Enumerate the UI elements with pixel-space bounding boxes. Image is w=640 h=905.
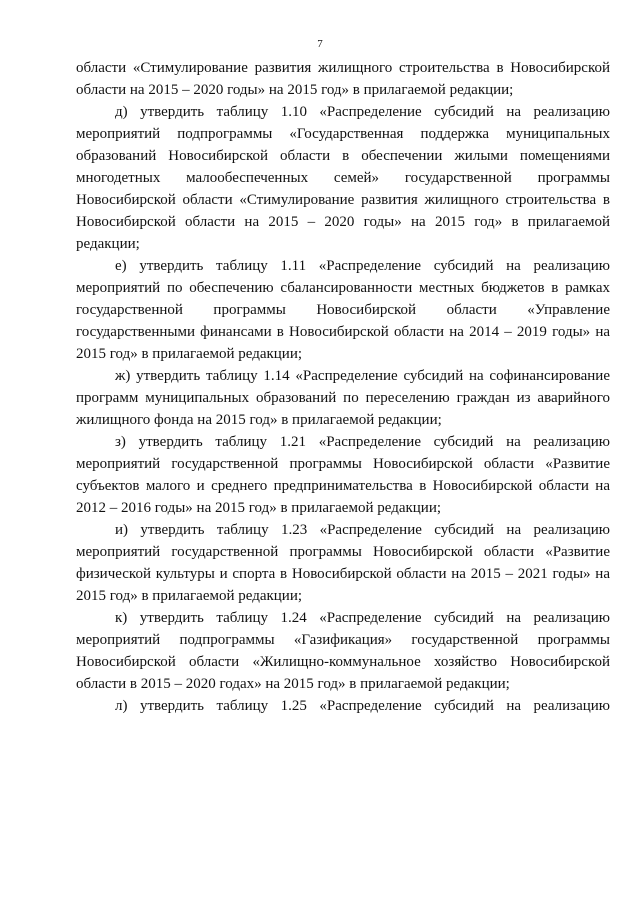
paragraph <box>76 57 610 101</box>
text-line: мероприятий государственной программы Новосибирской области «Развитие <box>76 544 610 560</box>
text-line: образований Новосибирской области в обеспечении жилыми помещениями <box>76 148 610 164</box>
text-line: мероприятий государственной программы Новосибирской области «Развитие <box>76 456 610 472</box>
text-line: области «Стимулирование развития жилищного строительства в Новосибирской <box>76 60 610 76</box>
text-line: редакции; <box>76 236 140 252</box>
text-line: физической культуры и спорта в Новосибирской области на 2015 – 2021 годы» на <box>76 566 610 582</box>
text-line: жилищного фонда на 2015 год» в прилагаемой редакции; <box>76 412 442 428</box>
text-line: мероприятий подпрограммы «Государственная поддержка муниципальных <box>76 126 610 142</box>
text-line: д) утвердить таблицу 1.10 «Распределение субсидий на реализацию <box>115 104 610 120</box>
text-line: мероприятий подпрограммы «Газификация» государственной программы <box>76 632 610 648</box>
text-line: Новосибирской области «Жилищно-коммунальное хозяйство Новосибирской <box>76 654 610 670</box>
text-line: программ муниципальных образований по переселению граждан из аварийного <box>76 390 610 406</box>
paragraph <box>76 365 610 431</box>
text-line: е) утвердить таблицу 1.11 «Распределение субсидий на реализацию <box>115 258 610 274</box>
paragraph <box>76 431 610 519</box>
paragraph <box>76 101 610 255</box>
paragraph <box>76 607 610 695</box>
text-line: Новосибирской области на 2015 – 2020 годы» на 2015 год» в прилагаемой <box>76 214 610 230</box>
text-line: мероприятий по обеспечению сбалансированности местных бюджетов в рамках <box>76 280 610 296</box>
text-line: государственными финансами в Новосибирской области на 2014 – 2019 годы» на <box>76 324 610 340</box>
text-line: Новосибирской области «Стимулирование развития жилищного строительства в <box>76 192 610 208</box>
text-line: государственной программы Новосибирской области «Управление <box>76 302 610 318</box>
text-line: 2012 – 2016 годы» на 2015 год» в прилагаемой редакции; <box>76 500 442 516</box>
text-line: л) утвердить таблицу 1.25 «Распределение субсидий на реализацию <box>115 698 610 714</box>
text-line: области в 2015 – 2020 годах» на 2015 год» в прилагаемой редакции; <box>76 676 510 692</box>
page-number: 7 <box>317 38 323 50</box>
paragraph <box>76 519 610 607</box>
document-body <box>76 57 610 717</box>
text-line: ж) утвердить таблицу 1.14 «Распределение субсидий на софинансирование <box>115 368 610 384</box>
text-line: к) утвердить таблицу 1.24 «Распределение субсидий на реализацию <box>115 610 610 626</box>
text-line: 2015 год» в прилагаемой редакции; <box>76 588 303 604</box>
text-line: субъектов малого и среднего предпринимательства в Новосибирской области на <box>76 478 610 494</box>
text-line: з) утвердить таблицу 1.21 «Распределение субсидий на реализацию <box>115 434 610 450</box>
text-line: области на 2015 – 2020 годы» на 2015 год» в прилагаемой редакции; <box>76 82 514 98</box>
text-line: и) утвердить таблицу 1.23 «Распределение субсидий на реализацию <box>115 522 610 538</box>
text-line: многодетных малообеспеченных семей» государственной программы <box>76 170 610 186</box>
paragraph <box>76 695 610 717</box>
paragraph <box>76 255 610 365</box>
text-line: 2015 год» в прилагаемой редакции; <box>76 346 303 362</box>
